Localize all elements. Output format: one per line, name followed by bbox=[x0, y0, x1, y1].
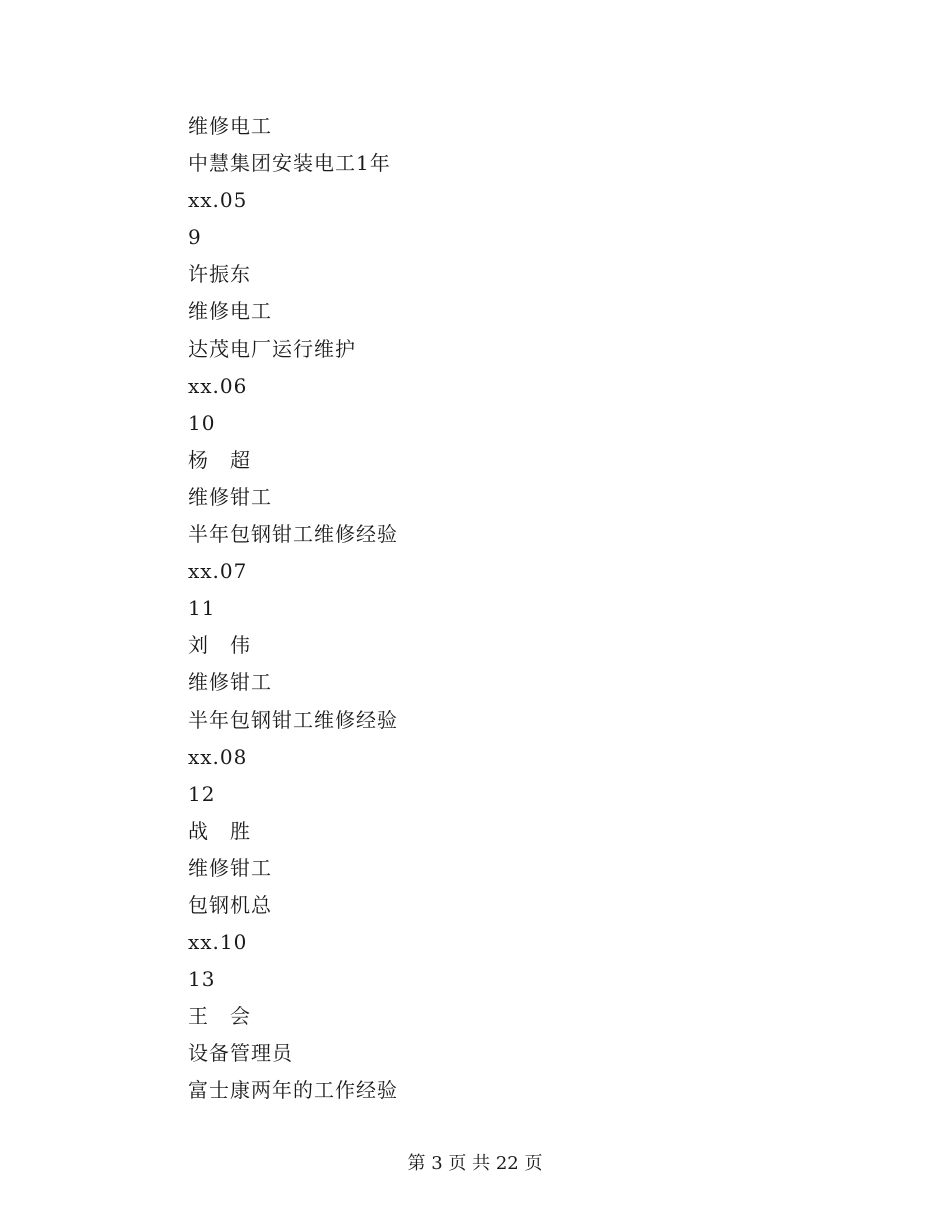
text-line: 维修钳工 bbox=[188, 484, 272, 509]
text-line: 半年包钢钳工维修经验 bbox=[188, 707, 398, 732]
text-line: 11 bbox=[188, 596, 216, 621]
text-line: 半年包钢钳工维修经验 bbox=[188, 522, 398, 547]
text-line: 富士康两年的工作经验 bbox=[188, 1078, 398, 1103]
text-line: 13 bbox=[188, 967, 216, 992]
text-line: xx.05 bbox=[188, 188, 248, 213]
text-line: 维修钳工 bbox=[188, 855, 272, 880]
document-body bbox=[188, 108, 788, 1110]
text-line: 维修电工 bbox=[188, 299, 272, 324]
text-line: 杨 超 bbox=[188, 447, 251, 472]
page-number-footer: 第 3 页 共 22 页 bbox=[407, 1153, 543, 1174]
text-line: 中慧集团安装电工1年 bbox=[188, 151, 391, 176]
text-line: xx.10 bbox=[188, 930, 248, 955]
text-line: xx.07 bbox=[188, 559, 248, 584]
text-line: 9 bbox=[188, 225, 202, 250]
text-line: 王 会 bbox=[188, 1004, 251, 1029]
text-line: 刘 伟 bbox=[188, 633, 251, 658]
text-line: xx.08 bbox=[188, 744, 248, 769]
text-line: xx.06 bbox=[188, 373, 248, 398]
text-line: 许振东 bbox=[188, 262, 251, 287]
text-line: 包钢机总 bbox=[188, 892, 272, 917]
text-line: 达茂电厂运行维护 bbox=[188, 336, 356, 361]
text-line: 维修钳工 bbox=[188, 670, 272, 695]
text-line: 12 bbox=[188, 781, 216, 806]
text-line: 维修电工 bbox=[188, 114, 272, 138]
text-line: 设备管理员 bbox=[188, 1041, 293, 1066]
text-line: 战 胜 bbox=[188, 818, 251, 843]
text-line: 10 bbox=[188, 410, 216, 435]
